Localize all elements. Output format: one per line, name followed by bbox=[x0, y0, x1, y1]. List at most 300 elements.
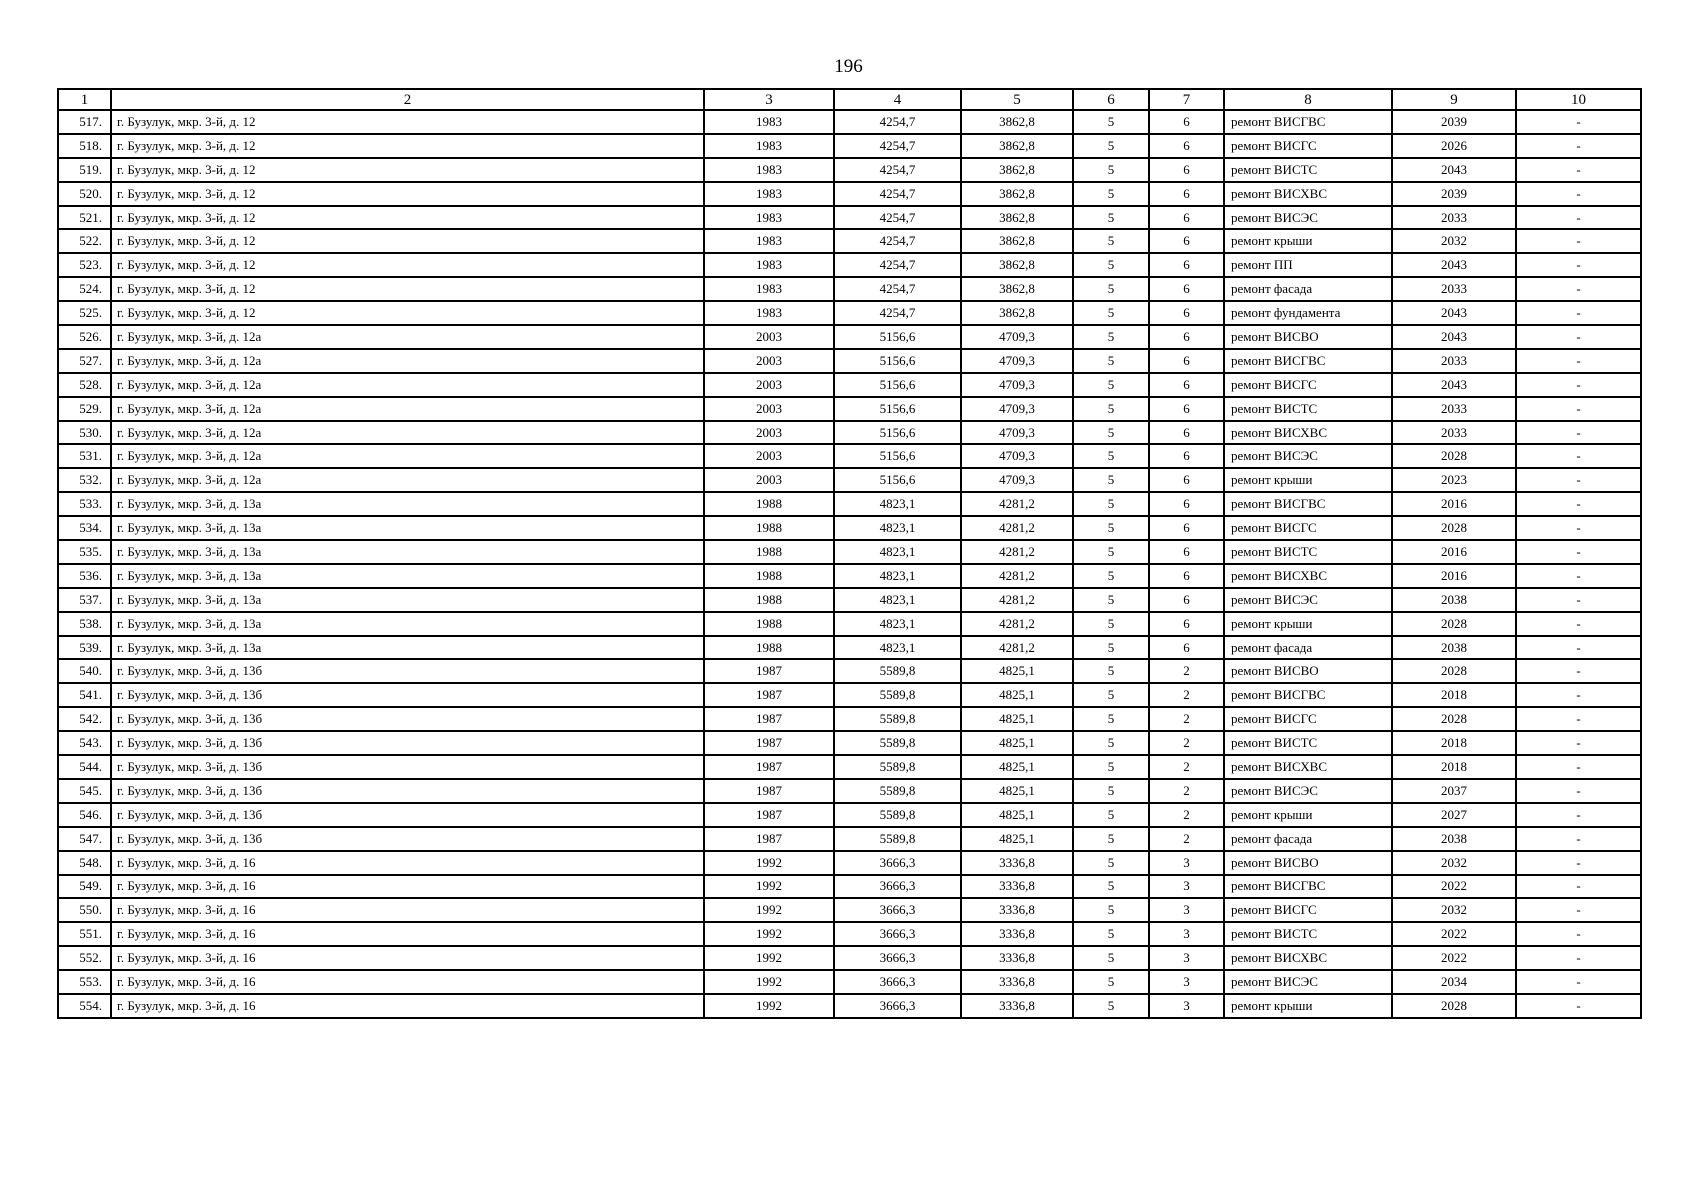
entrances-cell: 3 bbox=[1149, 994, 1224, 1018]
planned-year-cell: 2033 bbox=[1392, 206, 1516, 230]
build-year-cell: 1987 bbox=[704, 803, 834, 827]
row-number-cell: 530. bbox=[58, 421, 111, 445]
note-cell: - bbox=[1516, 755, 1641, 779]
row-number-cell: 538. bbox=[58, 612, 111, 636]
total-area-cell: 4823,1 bbox=[834, 516, 961, 540]
work-type-cell: ремонт ВИСЭС bbox=[1224, 588, 1392, 612]
living-area-cell: 3862,8 bbox=[961, 134, 1073, 158]
entrances-cell: 6 bbox=[1149, 182, 1224, 206]
total-area-cell: 5589,8 bbox=[834, 827, 961, 851]
row-number-cell: 522. bbox=[58, 229, 111, 253]
total-area-cell: 5156,6 bbox=[834, 397, 961, 421]
entrances-cell: 6 bbox=[1149, 397, 1224, 421]
build-year-cell: 1987 bbox=[704, 683, 834, 707]
note-cell: - bbox=[1516, 588, 1641, 612]
entrances-cell: 3 bbox=[1149, 970, 1224, 994]
total-area-cell: 4823,1 bbox=[834, 540, 961, 564]
entrances-cell: 6 bbox=[1149, 636, 1224, 660]
table-row bbox=[58, 492, 1641, 516]
build-year-cell: 1992 bbox=[704, 922, 834, 946]
note-cell: - bbox=[1516, 970, 1641, 994]
address-cell: г. Бузулук, мкр. 3-й, д. 13а bbox=[111, 636, 704, 660]
table-row bbox=[58, 468, 1641, 492]
row-number-cell: 545. bbox=[58, 779, 111, 803]
planned-year-cell: 2022 bbox=[1392, 922, 1516, 946]
page-number: 196 bbox=[834, 56, 863, 77]
build-year-cell: 1988 bbox=[704, 588, 834, 612]
column-header-5: 5 bbox=[961, 89, 1073, 110]
note-cell: - bbox=[1516, 922, 1641, 946]
floors-cell: 5 bbox=[1073, 373, 1149, 397]
note-cell: - bbox=[1516, 444, 1641, 468]
address-cell: г. Бузулук, мкр. 3-й, д. 13б bbox=[111, 683, 704, 707]
note-cell: - bbox=[1516, 994, 1641, 1018]
build-year-cell: 1988 bbox=[704, 564, 834, 588]
row-number-cell: 534. bbox=[58, 516, 111, 540]
floors-cell: 5 bbox=[1073, 803, 1149, 827]
row-number-cell: 532. bbox=[58, 468, 111, 492]
row-number-cell: 535. bbox=[58, 540, 111, 564]
address-cell: г. Бузулук, мкр. 3-й, д. 16 bbox=[111, 946, 704, 970]
build-year-cell: 1983 bbox=[704, 277, 834, 301]
table-row bbox=[58, 110, 1641, 134]
work-type-cell: ремонт ВИСГС bbox=[1224, 898, 1392, 922]
work-type-cell: ремонт фасада bbox=[1224, 827, 1392, 851]
planned-year-cell: 2033 bbox=[1392, 397, 1516, 421]
table-row bbox=[58, 922, 1641, 946]
table-row bbox=[58, 206, 1641, 230]
work-type-cell: ремонт ВИСВО bbox=[1224, 851, 1392, 875]
build-year-cell: 1983 bbox=[704, 229, 834, 253]
build-year-cell: 1983 bbox=[704, 134, 834, 158]
build-year-cell: 2003 bbox=[704, 325, 834, 349]
floors-cell: 5 bbox=[1073, 827, 1149, 851]
floors-cell: 5 bbox=[1073, 779, 1149, 803]
note-cell: - bbox=[1516, 875, 1641, 899]
build-year-cell: 2003 bbox=[704, 373, 834, 397]
row-number-cell: 550. bbox=[58, 898, 111, 922]
living-area-cell: 3862,8 bbox=[961, 206, 1073, 230]
table-row bbox=[58, 564, 1641, 588]
total-area-cell: 4254,7 bbox=[834, 277, 961, 301]
address-cell: г. Бузулук, мкр. 3-й, д. 13а bbox=[111, 564, 704, 588]
total-area-cell: 3666,3 bbox=[834, 922, 961, 946]
build-year-cell: 1988 bbox=[704, 612, 834, 636]
address-cell: г. Бузулук, мкр. 3-й, д. 13б bbox=[111, 803, 704, 827]
row-number-cell: 531. bbox=[58, 444, 111, 468]
note-cell: - bbox=[1516, 540, 1641, 564]
build-year-cell: 1983 bbox=[704, 206, 834, 230]
total-area-cell: 5156,6 bbox=[834, 421, 961, 445]
address-cell: г. Бузулук, мкр. 3-й, д. 12а bbox=[111, 421, 704, 445]
work-type-cell: ремонт крыши bbox=[1224, 468, 1392, 492]
note-cell: - bbox=[1516, 229, 1641, 253]
floors-cell: 5 bbox=[1073, 755, 1149, 779]
note-cell: - bbox=[1516, 851, 1641, 875]
note-cell: - bbox=[1516, 134, 1641, 158]
entrances-cell: 6 bbox=[1149, 421, 1224, 445]
row-number-cell: 541. bbox=[58, 683, 111, 707]
table-row bbox=[58, 325, 1641, 349]
floors-cell: 5 bbox=[1073, 612, 1149, 636]
total-area-cell: 5589,8 bbox=[834, 659, 961, 683]
living-area-cell: 4709,3 bbox=[961, 468, 1073, 492]
table-row bbox=[58, 134, 1641, 158]
row-number-cell: 527. bbox=[58, 349, 111, 373]
planned-year-cell: 2027 bbox=[1392, 803, 1516, 827]
address-cell: г. Бузулук, мкр. 3-й, д. 12 bbox=[111, 277, 704, 301]
address-cell: г. Бузулук, мкр. 3-й, д. 13б bbox=[111, 755, 704, 779]
table-row bbox=[58, 707, 1641, 731]
build-year-cell: 1987 bbox=[704, 827, 834, 851]
build-year-cell: 1992 bbox=[704, 994, 834, 1018]
living-area-cell: 4281,2 bbox=[961, 516, 1073, 540]
row-number-cell: 549. bbox=[58, 875, 111, 899]
table-row bbox=[58, 373, 1641, 397]
address-cell: г. Бузулук, мкр. 3-й, д. 12а bbox=[111, 468, 704, 492]
note-cell: - bbox=[1516, 492, 1641, 516]
table-row bbox=[58, 540, 1641, 564]
work-type-cell: ремонт ВИСХВС bbox=[1224, 564, 1392, 588]
entrances-cell: 2 bbox=[1149, 683, 1224, 707]
planned-year-cell: 2033 bbox=[1392, 349, 1516, 373]
entrances-cell: 3 bbox=[1149, 851, 1224, 875]
floors-cell: 5 bbox=[1073, 444, 1149, 468]
work-type-cell: ремонт ВИСТС bbox=[1224, 731, 1392, 755]
build-year-cell: 1992 bbox=[704, 970, 834, 994]
work-type-cell: ремонт крыши bbox=[1224, 803, 1392, 827]
entrances-cell: 2 bbox=[1149, 755, 1224, 779]
work-type-cell: ремонт ВИСЭС bbox=[1224, 444, 1392, 468]
address-cell: г. Бузулук, мкр. 3-й, д. 12 bbox=[111, 301, 704, 325]
note-cell: - bbox=[1516, 277, 1641, 301]
living-area-cell: 4709,3 bbox=[961, 397, 1073, 421]
address-cell: г. Бузулук, мкр. 3-й, д. 13а bbox=[111, 588, 704, 612]
floors-cell: 5 bbox=[1073, 421, 1149, 445]
living-area-cell: 4825,1 bbox=[961, 803, 1073, 827]
row-number-cell: 537. bbox=[58, 588, 111, 612]
build-year-cell: 1987 bbox=[704, 659, 834, 683]
note-cell: - bbox=[1516, 659, 1641, 683]
living-area-cell: 3336,8 bbox=[961, 851, 1073, 875]
total-area-cell: 4823,1 bbox=[834, 492, 961, 516]
planned-year-cell: 2028 bbox=[1392, 994, 1516, 1018]
address-cell: г. Бузулук, мкр. 3-й, д. 12а bbox=[111, 397, 704, 421]
living-area-cell: 3862,8 bbox=[961, 301, 1073, 325]
living-area-cell: 3862,8 bbox=[961, 182, 1073, 206]
address-cell: г. Бузулук, мкр. 3-й, д. 13а bbox=[111, 540, 704, 564]
row-number-cell: 520. bbox=[58, 182, 111, 206]
total-area-cell: 5589,8 bbox=[834, 707, 961, 731]
total-area-cell: 3666,3 bbox=[834, 994, 961, 1018]
column-header-6: 6 bbox=[1073, 89, 1149, 110]
floors-cell: 5 bbox=[1073, 731, 1149, 755]
note-cell: - bbox=[1516, 827, 1641, 851]
row-number-cell: 526. bbox=[58, 325, 111, 349]
table-row bbox=[58, 659, 1641, 683]
total-area-cell: 5156,6 bbox=[834, 468, 961, 492]
planned-year-cell: 2038 bbox=[1392, 827, 1516, 851]
total-area-cell: 4823,1 bbox=[834, 636, 961, 660]
row-number-cell: 521. bbox=[58, 206, 111, 230]
floors-cell: 5 bbox=[1073, 707, 1149, 731]
entrances-cell: 6 bbox=[1149, 612, 1224, 636]
entrances-cell: 3 bbox=[1149, 875, 1224, 899]
note-cell: - bbox=[1516, 803, 1641, 827]
build-year-cell: 1983 bbox=[704, 253, 834, 277]
floors-cell: 5 bbox=[1073, 636, 1149, 660]
address-cell: г. Бузулук, мкр. 3-й, д. 12 bbox=[111, 206, 704, 230]
work-type-cell: ремонт ВИСГС bbox=[1224, 707, 1392, 731]
work-type-cell: ремонт ВИСВО bbox=[1224, 325, 1392, 349]
address-cell: г. Бузулук, мкр. 3-й, д. 12 bbox=[111, 182, 704, 206]
entrances-cell: 2 bbox=[1149, 707, 1224, 731]
planned-year-cell: 2022 bbox=[1392, 946, 1516, 970]
work-type-cell: ремонт фасада bbox=[1224, 636, 1392, 660]
table-row bbox=[58, 182, 1641, 206]
note-cell: - bbox=[1516, 301, 1641, 325]
work-type-cell: ремонт ВИСЭС bbox=[1224, 779, 1392, 803]
address-cell: г. Бузулук, мкр. 3-й, д. 12а bbox=[111, 444, 704, 468]
note-cell: - bbox=[1516, 182, 1641, 206]
table-body bbox=[58, 110, 1641, 1018]
entrances-cell: 6 bbox=[1149, 492, 1224, 516]
total-area-cell: 5589,8 bbox=[834, 731, 961, 755]
row-number-cell: 524. bbox=[58, 277, 111, 301]
address-cell: г. Бузулук, мкр. 3-й, д. 16 bbox=[111, 875, 704, 899]
total-area-cell: 5156,6 bbox=[834, 444, 961, 468]
planned-year-cell: 2038 bbox=[1392, 588, 1516, 612]
table-row bbox=[58, 612, 1641, 636]
floors-cell: 5 bbox=[1073, 851, 1149, 875]
planned-year-cell: 2037 bbox=[1392, 779, 1516, 803]
work-type-cell: ремонт ВИСТС bbox=[1224, 540, 1392, 564]
total-area-cell: 4254,7 bbox=[834, 182, 961, 206]
build-year-cell: 1987 bbox=[704, 779, 834, 803]
work-type-cell: ремонт ВИСВО bbox=[1224, 659, 1392, 683]
living-area-cell: 4709,3 bbox=[961, 325, 1073, 349]
row-number-cell: 523. bbox=[58, 253, 111, 277]
living-area-cell: 3336,8 bbox=[961, 875, 1073, 899]
living-area-cell: 4281,2 bbox=[961, 636, 1073, 660]
floors-cell: 5 bbox=[1073, 182, 1149, 206]
row-number-cell: 554. bbox=[58, 994, 111, 1018]
note-cell: - bbox=[1516, 373, 1641, 397]
address-cell: г. Бузулук, мкр. 3-й, д. 13б bbox=[111, 779, 704, 803]
living-area-cell: 4281,2 bbox=[961, 564, 1073, 588]
planned-year-cell: 2026 bbox=[1392, 134, 1516, 158]
entrances-cell: 2 bbox=[1149, 779, 1224, 803]
living-area-cell: 4281,2 bbox=[961, 612, 1073, 636]
table-row bbox=[58, 827, 1641, 851]
address-cell: г. Бузулук, мкр. 3-й, д. 12 bbox=[111, 134, 704, 158]
build-year-cell: 1983 bbox=[704, 182, 834, 206]
living-area-cell: 4709,3 bbox=[961, 373, 1073, 397]
entrances-cell: 2 bbox=[1149, 803, 1224, 827]
note-cell: - bbox=[1516, 349, 1641, 373]
entrances-cell: 2 bbox=[1149, 659, 1224, 683]
total-area-cell: 4823,1 bbox=[834, 612, 961, 636]
planned-year-cell: 2043 bbox=[1392, 373, 1516, 397]
floors-cell: 5 bbox=[1073, 994, 1149, 1018]
row-number-cell: 518. bbox=[58, 134, 111, 158]
floors-cell: 5 bbox=[1073, 158, 1149, 182]
table-row bbox=[58, 444, 1641, 468]
work-type-cell: ремонт ВИСГС bbox=[1224, 373, 1392, 397]
floors-cell: 5 bbox=[1073, 540, 1149, 564]
table-row bbox=[58, 946, 1641, 970]
build-year-cell: 2003 bbox=[704, 421, 834, 445]
living-area-cell: 3862,8 bbox=[961, 277, 1073, 301]
table-row bbox=[58, 970, 1641, 994]
table-row bbox=[58, 253, 1641, 277]
build-year-cell: 1983 bbox=[704, 158, 834, 182]
planned-year-cell: 2022 bbox=[1392, 875, 1516, 899]
planned-year-cell: 2028 bbox=[1392, 612, 1516, 636]
planned-year-cell: 2028 bbox=[1392, 444, 1516, 468]
total-area-cell: 3666,3 bbox=[834, 946, 961, 970]
planned-year-cell: 2033 bbox=[1392, 277, 1516, 301]
planned-year-cell: 2032 bbox=[1392, 229, 1516, 253]
build-year-cell: 1988 bbox=[704, 540, 834, 564]
entrances-cell: 6 bbox=[1149, 277, 1224, 301]
table-row bbox=[58, 898, 1641, 922]
planned-year-cell: 2018 bbox=[1392, 731, 1516, 755]
planned-year-cell: 2023 bbox=[1392, 468, 1516, 492]
entrances-cell: 6 bbox=[1149, 468, 1224, 492]
living-area-cell: 4709,3 bbox=[961, 421, 1073, 445]
total-area-cell: 5156,6 bbox=[834, 373, 961, 397]
address-cell: г. Бузулук, мкр. 3-й, д. 13б bbox=[111, 659, 704, 683]
work-type-cell: ремонт ВИСГС bbox=[1224, 134, 1392, 158]
living-area-cell: 3336,8 bbox=[961, 994, 1073, 1018]
build-year-cell: 1988 bbox=[704, 516, 834, 540]
note-cell: - bbox=[1516, 325, 1641, 349]
column-header-1: 1 bbox=[58, 89, 111, 110]
living-area-cell: 3862,8 bbox=[961, 229, 1073, 253]
planned-year-cell: 2034 bbox=[1392, 970, 1516, 994]
entrances-cell: 6 bbox=[1149, 588, 1224, 612]
note-cell: - bbox=[1516, 683, 1641, 707]
work-type-cell: ремонт фасада bbox=[1224, 277, 1392, 301]
living-area-cell: 4825,1 bbox=[961, 779, 1073, 803]
living-area-cell: 4825,1 bbox=[961, 707, 1073, 731]
column-header-10: 10 bbox=[1516, 89, 1641, 110]
planned-year-cell: 2028 bbox=[1392, 707, 1516, 731]
entrances-cell: 6 bbox=[1149, 540, 1224, 564]
total-area-cell: 4254,7 bbox=[834, 110, 961, 134]
planned-year-cell: 2039 bbox=[1392, 110, 1516, 134]
total-area-cell: 5589,8 bbox=[834, 683, 961, 707]
build-year-cell: 2003 bbox=[704, 444, 834, 468]
table-row bbox=[58, 397, 1641, 421]
table-row bbox=[58, 755, 1641, 779]
address-cell: г. Бузулук, мкр. 3-й, д. 16 bbox=[111, 898, 704, 922]
row-number-cell: 525. bbox=[58, 301, 111, 325]
note-cell: - bbox=[1516, 158, 1641, 182]
entrances-cell: 6 bbox=[1149, 206, 1224, 230]
entrances-cell: 6 bbox=[1149, 516, 1224, 540]
row-number-cell: 543. bbox=[58, 731, 111, 755]
note-cell: - bbox=[1516, 564, 1641, 588]
floors-cell: 5 bbox=[1073, 253, 1149, 277]
floors-cell: 5 bbox=[1073, 110, 1149, 134]
floors-cell: 5 bbox=[1073, 683, 1149, 707]
floors-cell: 5 bbox=[1073, 277, 1149, 301]
address-cell: г. Бузулук, мкр. 3-й, д. 13а bbox=[111, 516, 704, 540]
row-number-cell: 548. bbox=[58, 851, 111, 875]
living-area-cell: 4825,1 bbox=[961, 827, 1073, 851]
table-row bbox=[58, 994, 1641, 1018]
living-area-cell: 4281,2 bbox=[961, 492, 1073, 516]
work-type-cell: ремонт ВИСТС bbox=[1224, 922, 1392, 946]
work-type-cell: ремонт ПП bbox=[1224, 253, 1392, 277]
living-area-cell: 4709,3 bbox=[961, 349, 1073, 373]
living-area-cell: 4825,1 bbox=[961, 659, 1073, 683]
note-cell: - bbox=[1516, 946, 1641, 970]
note-cell: - bbox=[1516, 731, 1641, 755]
work-type-cell: ремонт ВИСТС bbox=[1224, 158, 1392, 182]
build-year-cell: 1983 bbox=[704, 110, 834, 134]
total-area-cell: 5589,8 bbox=[834, 779, 961, 803]
total-area-cell: 3666,3 bbox=[834, 898, 961, 922]
row-number-cell: 536. bbox=[58, 564, 111, 588]
entrances-cell: 6 bbox=[1149, 301, 1224, 325]
planned-year-cell: 2043 bbox=[1392, 301, 1516, 325]
floors-cell: 5 bbox=[1073, 946, 1149, 970]
column-header-3: 3 bbox=[704, 89, 834, 110]
note-cell: - bbox=[1516, 468, 1641, 492]
planned-year-cell: 2039 bbox=[1392, 182, 1516, 206]
total-area-cell: 4254,7 bbox=[834, 206, 961, 230]
floors-cell: 5 bbox=[1073, 564, 1149, 588]
work-type-cell: ремонт крыши bbox=[1224, 229, 1392, 253]
total-area-cell: 3666,3 bbox=[834, 970, 961, 994]
row-number-cell: 517. bbox=[58, 110, 111, 134]
work-type-cell: ремонт ВИСГВС bbox=[1224, 492, 1392, 516]
row-number-cell: 553. bbox=[58, 970, 111, 994]
entrances-cell: 2 bbox=[1149, 731, 1224, 755]
floors-cell: 5 bbox=[1073, 588, 1149, 612]
floors-cell: 5 bbox=[1073, 659, 1149, 683]
living-area-cell: 3862,8 bbox=[961, 253, 1073, 277]
entrances-cell: 6 bbox=[1149, 373, 1224, 397]
floors-cell: 5 bbox=[1073, 970, 1149, 994]
floors-cell: 5 bbox=[1073, 468, 1149, 492]
floors-cell: 5 bbox=[1073, 516, 1149, 540]
planned-year-cell: 2033 bbox=[1392, 421, 1516, 445]
table-row bbox=[58, 636, 1641, 660]
address-cell: г. Бузулук, мкр. 3-й, д. 12 bbox=[111, 229, 704, 253]
total-area-cell: 4823,1 bbox=[834, 564, 961, 588]
floors-cell: 5 bbox=[1073, 922, 1149, 946]
work-type-cell: ремонт ВИСГВС bbox=[1224, 875, 1392, 899]
total-area-cell: 3666,3 bbox=[834, 851, 961, 875]
work-type-cell: ремонт ВИСГВС bbox=[1224, 110, 1392, 134]
build-year-cell: 2003 bbox=[704, 397, 834, 421]
row-number-cell: 528. bbox=[58, 373, 111, 397]
note-cell: - bbox=[1516, 206, 1641, 230]
living-area-cell: 3336,8 bbox=[961, 922, 1073, 946]
table-row bbox=[58, 158, 1641, 182]
planned-year-cell: 2028 bbox=[1392, 516, 1516, 540]
build-year-cell: 1992 bbox=[704, 946, 834, 970]
address-cell: г. Бузулук, мкр. 3-й, д. 13а bbox=[111, 612, 704, 636]
table-row bbox=[58, 731, 1641, 755]
row-number-cell: 544. bbox=[58, 755, 111, 779]
row-number-cell: 546. bbox=[58, 803, 111, 827]
living-area-cell: 4825,1 bbox=[961, 731, 1073, 755]
